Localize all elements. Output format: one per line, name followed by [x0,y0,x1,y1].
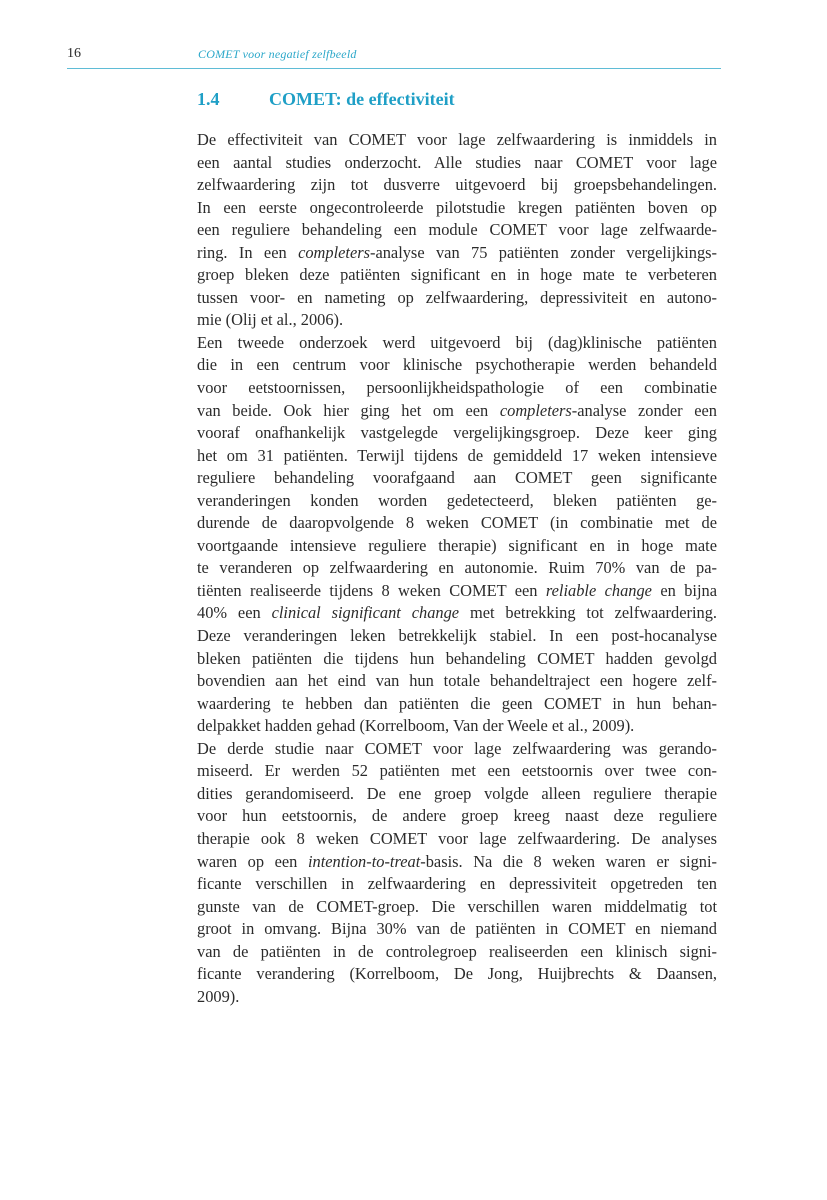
text-line [197,242,717,265]
text-line [197,152,717,175]
text-segment: bleken patiënten die tijdens hun behandeling COMET hadden gevolgd [197,648,717,668]
text-segment: met betrekking tot zelfwaardering. [459,603,717,623]
text-line [197,287,717,310]
text-line [197,738,717,761]
text-line [197,693,717,716]
text-line [197,783,717,806]
text-line [197,197,717,220]
text-segment: -analyse van 75 patiënten zonder vergelijkings- [369,242,717,262]
text-segment: gunste van de COMET-groep. Die verschillen waren middelmatig tot [197,896,717,916]
text-segment: het om 31 patiënten. Terwijl tijdens de gemiddeld 17 weken intensieve [197,445,717,465]
italic-term: completers [499,400,572,420]
text-segment: dities gerandomiseerd. De ene groep volgde alleen reguliere therapie [197,783,717,803]
text-segment: In een eerste ongecontroleerde pilotstudie kregen patiënten boven op [197,197,717,217]
text-segment: Deze veranderingen leken betrekkelijk stabiel. In een post-hocanalyse [197,626,717,646]
text-line [197,760,717,783]
text-line [197,445,717,468]
text-segment: mie (Olij et al., 2006). [197,310,344,330]
text-line [197,354,717,377]
header-rule [67,68,721,69]
text-line [197,828,717,851]
text-line [197,648,717,671]
body-text [197,129,717,1008]
text-segment: veranderingen konden worden gedetecteerd, bleken patiënten ge- [197,490,717,510]
text-segment: te veranderen op zelfwaardering en autonomie. Ruim 70% van de pa- [197,558,717,578]
text-line [197,422,717,445]
text-line [197,602,717,625]
text-segment: en bijna [651,580,717,600]
text-segment: De derde studie naar COMET voor lage zelfwaardering was gerando- [197,738,717,758]
text-line [197,174,717,197]
text-segment: durende de daaropvolgende 8 weken COMET (in combinatie met de [197,513,717,533]
text-segment: vooraf onafhankelijk vastgelegde vergelijkingsgroep. Deze keer ging [197,423,717,443]
text-segment: ficante verschillen in zelfwaardering en depressiviteit opgetreden ten [197,874,717,894]
text-segment: van beide. Ook hier ging het om een [197,400,500,420]
text-line [197,715,717,738]
text-segment: een aantal studies onderzocht. Alle studies naar COMET voor lage [197,152,717,172]
text-segment: zelfwaardering zijn tot dusverre uitgevoerd bij groepsbehandelingen. [197,175,717,195]
text-segment: tiënten realiseerde tijdens 8 weken COMET een [197,580,546,600]
text-line [197,963,717,986]
italic-term: reliable change [545,580,652,600]
text-segment: waren op een [197,851,308,871]
text-segment: voor eetstoornissen, persoonlijkheidspathologie of een combinatie [197,378,717,398]
text-segment: 40% een [197,603,272,623]
text-segment: reguliere behandeling voorafgaand aan COMET geen significante [197,468,717,488]
text-line [197,467,717,490]
text-line [197,490,717,513]
italic-term: completers [298,242,370,262]
text-segment: van de patiënten in de controlegroep realiseerden een klinisch signi- [197,941,717,961]
text-segment: waardering te hebben dan patiënten die geen COMET in hun behan- [197,693,717,713]
text-line [197,129,717,152]
text-segment: De effectiviteit van COMET voor lage zelfwaardering is inmiddels in [197,130,717,149]
text-line [197,625,717,648]
section-heading [197,89,455,110]
text-line [197,873,717,896]
text-line [197,918,717,941]
text-line [197,309,717,332]
text-segment: voortgaande intensieve reguliere therapie) significant en in hoge mate [197,535,717,555]
section-title: COMET: de effectiviteit [269,89,455,109]
text-line [197,219,717,242]
text-line [197,400,717,423]
text-line [197,805,717,828]
italic-term: intention-to-treat [307,851,421,871]
italic-term: clinical significant change [271,603,460,623]
text-segment: tussen voor- en nameting op zelfwaardering, depressiviteit en autono- [197,287,717,307]
text-segment: delpakket hadden gehad (Korrelboom, Van der Weele et al., 2009). [197,716,635,736]
running-head-title: COMET voor negatief zelfbeeld [198,47,357,61]
text-segment: die in een centrum voor klinische psychotherapie werden behandeld [197,355,717,375]
text-line [197,557,717,580]
text-line [197,332,717,355]
text-segment: Een tweede onderzoek werd uitgevoerd bij (dag)klinische patiënten [197,332,717,352]
section-number: 1.4 [197,89,220,109]
text-line [197,941,717,964]
text-line [197,535,717,558]
text-segment: een reguliere behandeling een module COMET voor lage zelfwaarde- [197,220,717,240]
text-line [197,670,717,693]
text-line [197,377,717,400]
text-segment: ficante verandering (Korrelboom, De Jong, Huijbrechts & Daansen, [197,964,717,984]
text-segment: miseerd. Er werden 52 patiënten met een eetstoornis over twee con- [197,761,717,781]
text-line [197,512,717,535]
text-segment: groot in omvang. Bijna 30% van de patiënten in COMET en niemand [197,919,717,939]
text-line [197,986,717,1009]
page-number: 16 [67,46,81,61]
text-segment: -analyse zonder een [571,400,717,420]
text-line [197,580,717,603]
text-segment: therapie ook 8 weken COMET voor lage zelfwaardering. De analyses [197,828,717,848]
text-line [197,896,717,919]
text-segment: groep bleken deze patiënten significant en in hoge mate te verbeteren [197,265,717,285]
text-segment: 2009). [197,986,240,1006]
text-segment: voor hun eetstoornis, de andere groep kreeg naast deze reguliere [197,806,717,826]
text-line [197,264,717,287]
text-line [197,851,717,874]
text-segment: -basis. Na die 8 weken waren er signi- [420,851,717,871]
text-segment: ring. In een [197,242,299,262]
text-segment: bovendien aan het eind van hun totale behandeltraject een hogere zelf- [197,671,717,691]
